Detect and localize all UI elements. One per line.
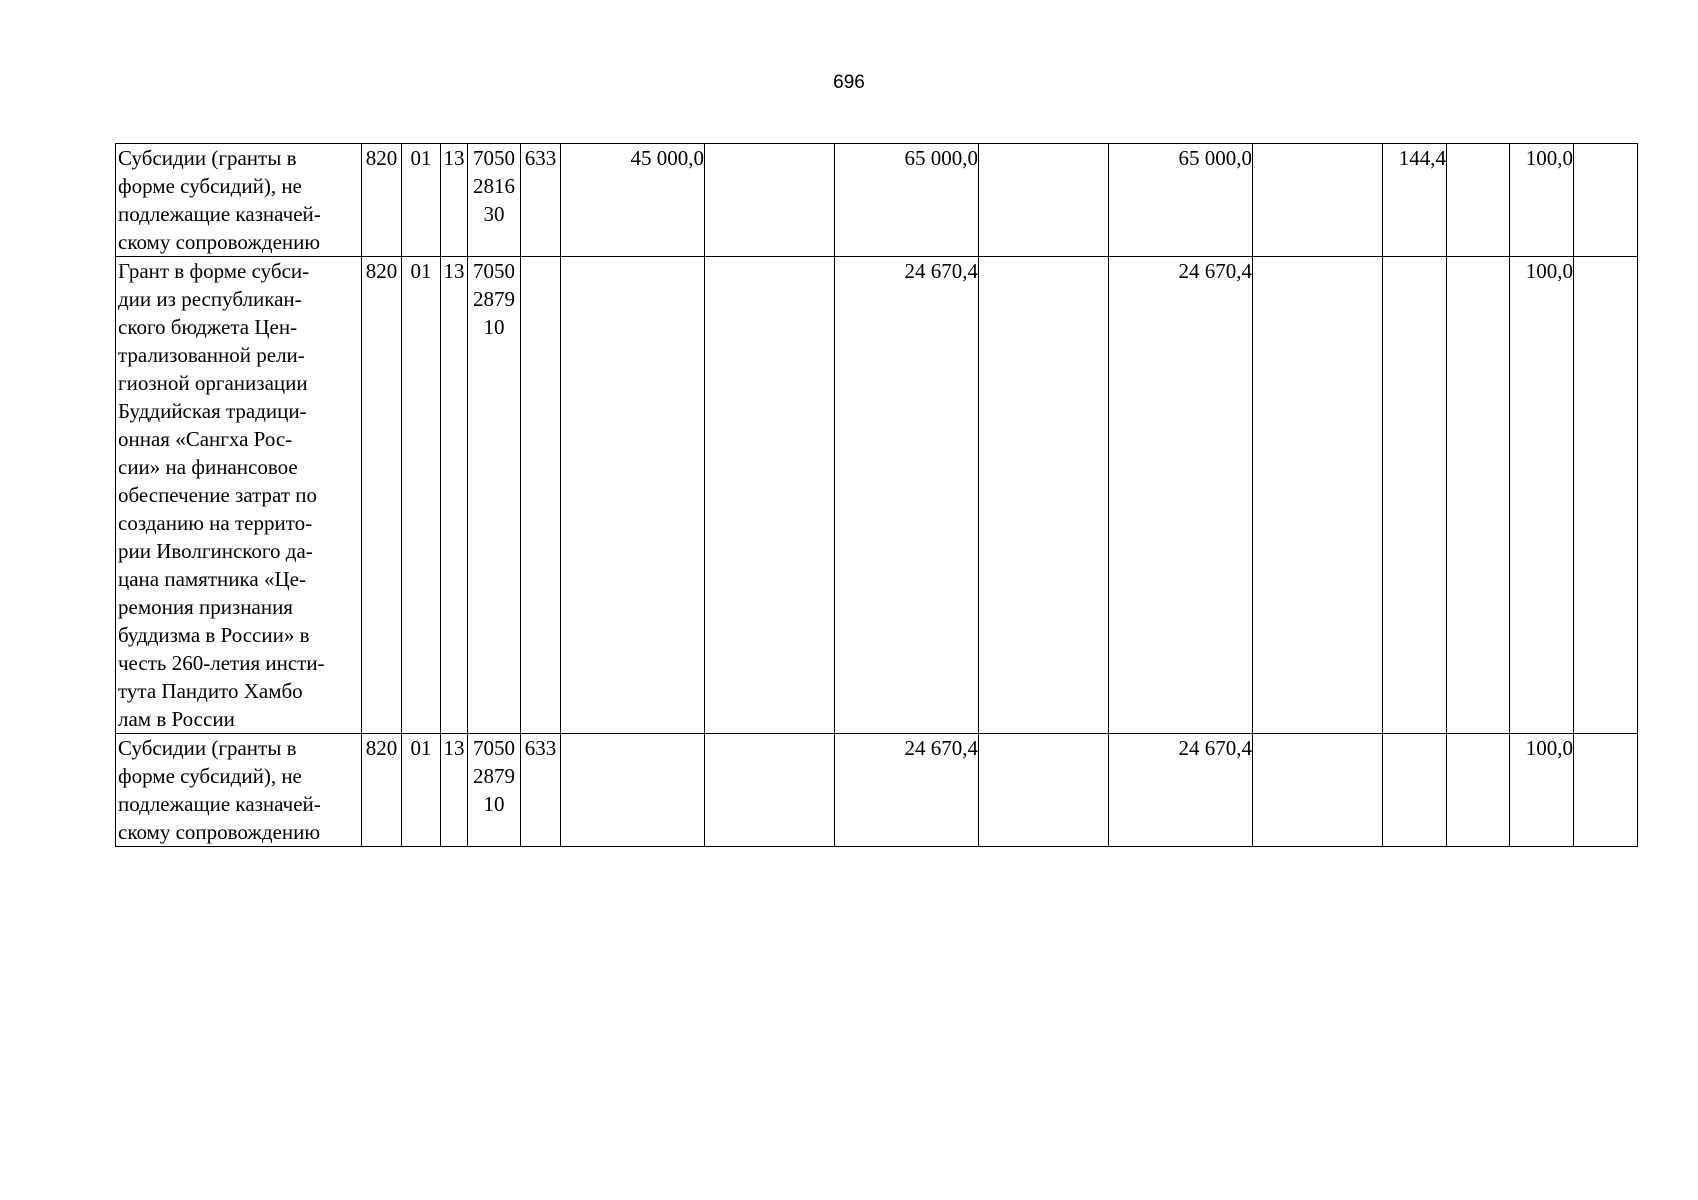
cell-percent-2-extra <box>1574 144 1638 257</box>
cell-target-article <box>468 257 521 734</box>
cell-percent-1: 144,4 <box>1383 144 1447 257</box>
cell-percent-1 <box>1383 734 1447 847</box>
cell-admin-code: 820 <box>362 734 402 847</box>
cell-amount-3-extra <box>1253 734 1383 847</box>
name-line: форме субсидий), не <box>118 764 302 788</box>
cell-percent-2: 100,0 <box>1510 734 1574 847</box>
target-article-line: 7050 <box>473 736 515 760</box>
target-article-line: 30 <box>483 202 505 226</box>
cell-target-article <box>468 144 521 257</box>
cell-percent-2: 100,0 <box>1510 144 1574 257</box>
name-line: Грант в форме субси- <box>118 259 310 283</box>
cell-amount-3: 24 670,4 <box>1109 257 1253 734</box>
cell-amount-1-extra <box>705 734 835 847</box>
cell-percent-1-extra <box>1447 734 1510 847</box>
table-row <box>116 734 1638 847</box>
name-line: подлежащие казначей- <box>118 202 321 226</box>
cell-expense-type: 633 <box>521 734 561 847</box>
cell-amount-2: 65 000,0 <box>835 144 979 257</box>
cell-amount-1-extra <box>705 257 835 734</box>
cell-section: 01 <box>402 734 441 847</box>
target-article-line: 7050 <box>473 259 515 283</box>
name-line: лам в России <box>118 707 235 731</box>
cell-amount-2-extra <box>979 257 1109 734</box>
cell-admin-code: 820 <box>362 144 402 257</box>
name-line: буддизма в России» в <box>118 623 310 647</box>
cell-section: 01 <box>402 257 441 734</box>
cell-amount-3: 24 670,4 <box>1109 734 1253 847</box>
name-line: обеспечение затрат по <box>118 483 317 507</box>
name-line: трализованной рели- <box>118 343 305 367</box>
cell-percent-1 <box>1383 257 1447 734</box>
name-line: скому сопровождению <box>118 820 321 844</box>
name-line: гиозной организации <box>118 371 308 395</box>
table-row <box>116 144 1638 257</box>
cell-amount-2-extra <box>979 734 1109 847</box>
target-article-line: 2879 <box>473 287 515 311</box>
cell-amount-1-extra <box>705 144 835 257</box>
cell-admin-code: 820 <box>362 257 402 734</box>
cell-amount-2-extra <box>979 144 1109 257</box>
name-line: Субсидии (гранты в <box>118 146 297 170</box>
cell-amount-1 <box>561 734 705 847</box>
cell-name <box>116 257 362 734</box>
name-line: дии из республикан- <box>118 287 302 311</box>
page-number: 696 <box>833 72 865 93</box>
cell-target-article <box>468 734 521 847</box>
cell-amount-2: 24 670,4 <box>835 734 979 847</box>
cell-percent-2-extra <box>1574 257 1638 734</box>
cell-percent-2: 100,0 <box>1510 257 1574 734</box>
cell-percent-1-extra <box>1447 144 1510 257</box>
cell-amount-3-extra <box>1253 257 1383 734</box>
cell-amount-3: 65 000,0 <box>1109 144 1253 257</box>
cell-subsection: 13 <box>441 734 468 847</box>
name-line: цана памятника «Це- <box>118 567 306 591</box>
cell-amount-3-extra <box>1253 144 1383 257</box>
cell-subsection: 13 <box>441 144 468 257</box>
target-article-line: 7050 <box>473 146 515 170</box>
name-line: тута Пандито Хамбо <box>118 679 303 703</box>
cell-amount-2: 24 670,4 <box>835 257 979 734</box>
name-line: Субсидии (гранты в <box>118 736 297 760</box>
name-line: скому сопровождению <box>118 230 321 254</box>
cell-subsection: 13 <box>441 257 468 734</box>
cell-name <box>116 734 362 847</box>
name-line: подлежащие казначей- <box>118 792 321 816</box>
name-line: форме субсидий), не <box>118 174 302 198</box>
cell-expense-type: 633 <box>521 144 561 257</box>
target-article-line: 10 <box>483 792 505 816</box>
name-line: ского бюджета Цен- <box>118 315 298 339</box>
name-line: созданию на террито- <box>118 511 313 535</box>
target-article-line: 2879 <box>473 764 515 788</box>
target-article-line: 10 <box>483 315 505 339</box>
name-line: ремония признания <box>118 595 293 619</box>
name-line: Буддийская традици- <box>118 399 307 423</box>
name-line: честь 260-летия инсти- <box>118 651 325 675</box>
cell-percent-2-extra <box>1574 734 1638 847</box>
cell-expense-type <box>521 257 561 734</box>
name-line: онная «Сангха Рос- <box>118 427 293 451</box>
name-line: рии Иволгинского да- <box>118 539 313 563</box>
cell-amount-1: 45 000,0 <box>561 144 705 257</box>
cell-name <box>116 144 362 257</box>
target-article-line: 2816 <box>473 174 515 198</box>
cell-percent-1-extra <box>1447 257 1510 734</box>
table-row <box>116 257 1638 734</box>
budget-table <box>115 143 1638 847</box>
cell-section: 01 <box>402 144 441 257</box>
name-line: сии» на финансовое <box>118 455 298 479</box>
cell-amount-1 <box>561 257 705 734</box>
